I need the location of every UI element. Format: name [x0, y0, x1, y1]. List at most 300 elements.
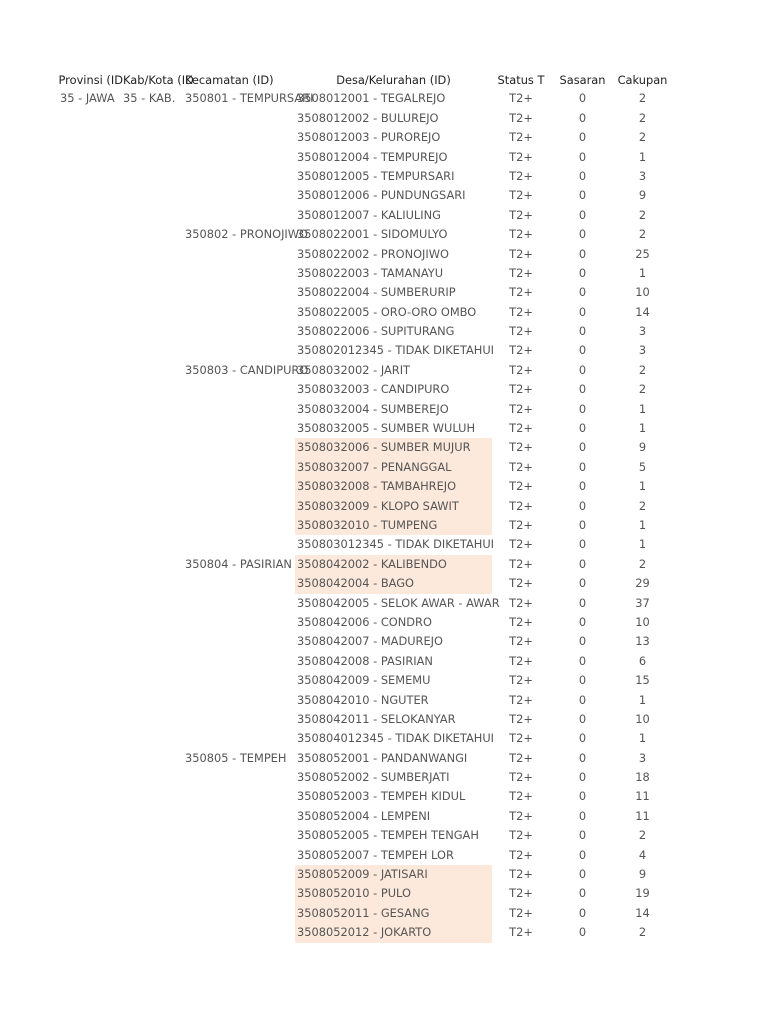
- cell-status[interactable]: T2+: [509, 595, 533, 610]
- cell-kabkota[interactable]: [123, 167, 185, 186]
- cell-provinsi[interactable]: [60, 671, 123, 690]
- cell-cakupan[interactable]: 19: [635, 886, 650, 901]
- cell-kabkota[interactable]: [123, 438, 185, 457]
- cell-kecamatan[interactable]: [185, 167, 295, 186]
- cell-kecamatan[interactable]: [185, 904, 295, 923]
- cell-sasaran[interactable]: 0: [578, 168, 587, 183]
- cell-cakupan[interactable]: 2: [638, 498, 647, 513]
- cell-status[interactable]: T2+: [509, 168, 533, 183]
- cell-provinsi[interactable]: [60, 652, 123, 671]
- cell-desa[interactable]: 3508022005 - ORO-ORO OMBO: [297, 304, 477, 319]
- cell-desa[interactable]: 3508042009 - SEMEMU: [297, 673, 431, 688]
- cell-cakupan[interactable]: 1: [638, 265, 647, 280]
- cell-kecamatan[interactable]: [185, 400, 295, 419]
- cell-desa[interactable]: 3508042008 - PASIRIAN: [297, 653, 433, 668]
- cell-kecamatan[interactable]: [185, 186, 295, 205]
- cell-status[interactable]: T2+: [509, 847, 533, 862]
- cell-provinsi[interactable]: [60, 787, 123, 806]
- cell-provinsi[interactable]: [60, 206, 123, 225]
- cell-desa[interactable]: 3508052003 - TEMPEH KIDUL: [297, 789, 466, 804]
- cell-sasaran[interactable]: 0: [578, 227, 587, 242]
- cell-sasaran[interactable]: 0: [578, 382, 587, 397]
- cell-kabkota[interactable]: [123, 128, 185, 147]
- cell-desa[interactable]: 3508032005 - SUMBER WULUH: [297, 421, 476, 436]
- cell-desa[interactable]: 3508022006 - SUPITURANG: [297, 324, 455, 339]
- cell-sasaran[interactable]: 0: [578, 556, 587, 571]
- cell-kabkota[interactable]: [123, 846, 185, 865]
- cell-kecamatan[interactable]: [185, 652, 295, 671]
- cell-kecamatan[interactable]: [185, 264, 295, 283]
- cell-desa[interactable]: 3508022003 - TAMANAYU: [297, 265, 444, 280]
- cell-desa[interactable]: 350804012345 - TIDAK DIKETAHUI: [297, 731, 495, 746]
- cell-kecamatan[interactable]: [185, 826, 295, 845]
- cell-cakupan[interactable]: 1: [638, 421, 647, 436]
- cell-status[interactable]: T2+: [509, 828, 533, 843]
- cell-desa[interactable]: 3508052005 - TEMPEH TENGAH: [297, 828, 479, 843]
- cell-status[interactable]: T2+: [509, 459, 533, 474]
- cell-kecamatan[interactable]: [185, 846, 295, 865]
- cell-status[interactable]: T2+: [509, 382, 533, 397]
- cell-provinsi[interactable]: [60, 225, 123, 244]
- cell-kabkota[interactable]: [123, 186, 185, 205]
- cell-desa[interactable]: 3508012006 - PUNDUNGSARI: [297, 188, 466, 203]
- cell-provinsi[interactable]: [60, 477, 123, 496]
- cell-desa[interactable]: 3508042002 - KALIBENDO: [295, 555, 492, 574]
- cell-kecamatan[interactable]: [185, 632, 295, 651]
- cell-cakupan[interactable]: 2: [638, 91, 647, 106]
- cell-desa[interactable]: 3508012002 - BULUREJO: [297, 110, 439, 125]
- cell-cakupan[interactable]: 2: [638, 382, 647, 397]
- header-kecamatan[interactable]: Kecamatan (ID): [185, 73, 274, 87]
- cell-sasaran[interactable]: 0: [578, 285, 587, 300]
- cell-kecamatan[interactable]: [185, 206, 295, 225]
- cell-provinsi[interactable]: 35 - JAWA: [60, 91, 115, 106]
- cell-kecamatan[interactable]: [185, 497, 295, 516]
- cell-cakupan[interactable]: 3: [638, 343, 647, 358]
- cell-status[interactable]: T2+: [509, 265, 533, 280]
- cell-cakupan[interactable]: 1: [638, 692, 647, 707]
- cell-sasaran[interactable]: 0: [578, 498, 587, 513]
- cell-sasaran[interactable]: 0: [578, 614, 587, 629]
- cell-sasaran[interactable]: 0: [578, 421, 587, 436]
- cell-kabkota[interactable]: [123, 322, 185, 341]
- cell-kecamatan[interactable]: [185, 303, 295, 322]
- header-sasaran[interactable]: Sasaran: [559, 73, 606, 87]
- cell-kecamatan[interactable]: [185, 458, 295, 477]
- cell-kecamatan[interactable]: 350801 - TEMPURSARI: [185, 91, 314, 106]
- cell-provinsi[interactable]: [60, 535, 123, 554]
- cell-cakupan[interactable]: 6: [638, 653, 647, 668]
- cell-kecamatan[interactable]: [185, 923, 295, 942]
- cell-desa[interactable]: 3508032010 - TUMPENG: [295, 516, 492, 535]
- cell-kecamatan[interactable]: [185, 768, 295, 787]
- cell-sasaran[interactable]: 0: [578, 265, 587, 280]
- cell-sasaran[interactable]: 0: [578, 110, 587, 125]
- cell-desa[interactable]: 350803012345 - TIDAK DIKETAHUI: [297, 537, 495, 552]
- cell-cakupan[interactable]: 10: [635, 285, 650, 300]
- cell-provinsi[interactable]: [60, 458, 123, 477]
- cell-cakupan[interactable]: 2: [638, 130, 647, 145]
- cell-kabkota[interactable]: [123, 904, 185, 923]
- cell-status[interactable]: T2+: [509, 498, 533, 513]
- cell-kabkota[interactable]: [123, 613, 185, 632]
- cell-kecamatan[interactable]: [185, 884, 295, 903]
- cell-desa[interactable]: 3508052012 - JOKARTO: [295, 923, 492, 942]
- cell-cakupan[interactable]: 29: [635, 576, 650, 591]
- cell-status[interactable]: T2+: [509, 304, 533, 319]
- cell-desa[interactable]: 3508032004 - SUMBEREJO: [297, 401, 449, 416]
- cell-status[interactable]: T2+: [509, 188, 533, 203]
- cell-kecamatan[interactable]: [185, 535, 295, 554]
- cell-cakupan[interactable]: 1: [638, 479, 647, 494]
- cell-provinsi[interactable]: [60, 322, 123, 341]
- cell-sasaran[interactable]: 0: [578, 324, 587, 339]
- cell-desa[interactable]: 3508022002 - PRONOJIWO: [297, 246, 450, 261]
- cell-cakupan[interactable]: 15: [635, 673, 650, 688]
- cell-desa[interactable]: 3508012007 - KALIULING: [297, 207, 441, 222]
- cell-kecamatan[interactable]: [185, 109, 295, 128]
- cell-kabkota[interactable]: [123, 245, 185, 264]
- cell-desa[interactable]: 3508032009 - KLOPO SAWIT: [295, 497, 492, 516]
- cell-kecamatan[interactable]: [185, 807, 295, 826]
- cell-status[interactable]: T2+: [509, 770, 533, 785]
- cell-sasaran[interactable]: 0: [578, 362, 587, 377]
- cell-kecamatan[interactable]: 350802 - PRONOJIWO: [185, 227, 309, 242]
- cell-kabkota[interactable]: [123, 380, 185, 399]
- cell-sasaran[interactable]: 0: [578, 828, 587, 843]
- cell-kabkota[interactable]: [123, 458, 185, 477]
- cell-status[interactable]: T2+: [509, 614, 533, 629]
- cell-sasaran[interactable]: 0: [578, 925, 587, 940]
- cell-kecamatan[interactable]: 350805 - TEMPEH: [185, 750, 287, 765]
- cell-kecamatan[interactable]: [185, 128, 295, 147]
- cell-kabkota[interactable]: [123, 225, 185, 244]
- cell-kecamatan[interactable]: [185, 729, 295, 748]
- cell-provinsi[interactable]: [60, 710, 123, 729]
- cell-kabkota[interactable]: [123, 923, 185, 942]
- cell-cakupan[interactable]: 11: [635, 789, 650, 804]
- cell-kabkota[interactable]: [123, 632, 185, 651]
- cell-provinsi[interactable]: [60, 128, 123, 147]
- cell-sasaran[interactable]: 0: [578, 517, 587, 532]
- cell-desa[interactable]: 3508032003 - CANDIPURO: [297, 382, 450, 397]
- cell-status[interactable]: T2+: [509, 246, 533, 261]
- cell-cakupan[interactable]: 10: [635, 614, 650, 629]
- cell-cakupan[interactable]: 9: [638, 440, 647, 455]
- cell-provinsi[interactable]: [60, 768, 123, 787]
- cell-sasaran[interactable]: 0: [578, 440, 587, 455]
- cell-status[interactable]: T2+: [509, 634, 533, 649]
- cell-desa[interactable]: 3508032006 - SUMBER MUJUR: [295, 438, 492, 457]
- cell-sasaran[interactable]: 0: [578, 537, 587, 552]
- cell-desa[interactable]: 3508022004 - SUMBERURIP: [297, 285, 456, 300]
- cell-cakupan[interactable]: 1: [638, 731, 647, 746]
- cell-kecamatan[interactable]: [185, 865, 295, 884]
- cell-provinsi[interactable]: [60, 574, 123, 593]
- cell-status[interactable]: T2+: [509, 576, 533, 591]
- cell-desa[interactable]: 3508032002 - JARIT: [297, 362, 411, 377]
- cell-kecamatan[interactable]: [185, 594, 295, 613]
- cell-desa[interactable]: 3508012001 - TEGALREJO: [297, 91, 446, 106]
- cell-cakupan[interactable]: 2: [638, 227, 647, 242]
- cell-sasaran[interactable]: 0: [578, 634, 587, 649]
- cell-desa[interactable]: 3508012004 - TEMPUREJO: [297, 149, 448, 164]
- cell-cakupan[interactable]: 5: [638, 459, 647, 474]
- cell-cakupan[interactable]: 2: [638, 925, 647, 940]
- cell-sasaran[interactable]: 0: [578, 130, 587, 145]
- cell-provinsi[interactable]: [60, 904, 123, 923]
- cell-kecamatan[interactable]: [185, 245, 295, 264]
- cell-provinsi[interactable]: [60, 438, 123, 457]
- cell-kabkota[interactable]: 35 - KAB.: [123, 91, 176, 106]
- cell-status[interactable]: T2+: [509, 653, 533, 668]
- cell-desa[interactable]: 3508052001 - PANDANWANGI: [297, 750, 468, 765]
- cell-desa[interactable]: 350802012345 - TIDAK DIKETAHUI: [297, 343, 495, 358]
- cell-status[interactable]: T2+: [509, 925, 533, 940]
- cell-status[interactable]: T2+: [509, 673, 533, 688]
- cell-sasaran[interactable]: 0: [578, 576, 587, 591]
- cell-cakupan[interactable]: 4: [638, 847, 647, 862]
- cell-desa[interactable]: 3508042004 - BAGO: [295, 574, 492, 593]
- cell-kabkota[interactable]: [123, 691, 185, 710]
- cell-kecamatan[interactable]: [185, 613, 295, 632]
- cell-kabkota[interactable]: [123, 206, 185, 225]
- cell-sasaran[interactable]: 0: [578, 905, 587, 920]
- cell-status[interactable]: T2+: [509, 711, 533, 726]
- cell-status[interactable]: T2+: [509, 440, 533, 455]
- cell-kecamatan[interactable]: 350803 - CANDIPURO: [185, 362, 309, 377]
- cell-provinsi[interactable]: [60, 846, 123, 865]
- cell-provinsi[interactable]: [60, 148, 123, 167]
- cell-provinsi[interactable]: [60, 497, 123, 516]
- cell-sasaran[interactable]: 0: [578, 711, 587, 726]
- cell-kabkota[interactable]: [123, 807, 185, 826]
- cell-kecamatan[interactable]: [185, 148, 295, 167]
- cell-provinsi[interactable]: [60, 264, 123, 283]
- cell-desa[interactable]: 3508052002 - SUMBERJATI: [297, 770, 450, 785]
- cell-kabkota[interactable]: [123, 341, 185, 360]
- cell-desa[interactable]: 3508042006 - CONDRO: [297, 614, 432, 629]
- cell-provinsi[interactable]: [60, 555, 123, 574]
- cell-provinsi[interactable]: [60, 341, 123, 360]
- cell-kabkota[interactable]: [123, 787, 185, 806]
- cell-cakupan[interactable]: 2: [638, 362, 647, 377]
- header-kabkota[interactable]: Kab/Kota (ID: [123, 73, 194, 87]
- cell-desa[interactable]: 3508042005 - SELOK AWAR - AWAR: [297, 595, 500, 610]
- cell-cakupan[interactable]: 25: [635, 246, 650, 261]
- cell-provinsi[interactable]: [60, 807, 123, 826]
- cell-kabkota[interactable]: [123, 535, 185, 554]
- cell-status[interactable]: T2+: [509, 324, 533, 339]
- cell-kabkota[interactable]: [123, 594, 185, 613]
- cell-status[interactable]: T2+: [509, 91, 533, 106]
- cell-cakupan[interactable]: 9: [638, 188, 647, 203]
- cell-sasaran[interactable]: 0: [578, 246, 587, 261]
- cell-kecamatan[interactable]: [185, 477, 295, 496]
- cell-cakupan[interactable]: 2: [638, 207, 647, 222]
- cell-kecamatan[interactable]: [185, 419, 295, 438]
- cell-provinsi[interactable]: [60, 109, 123, 128]
- cell-desa[interactable]: 3508042010 - NGUTER: [297, 692, 429, 707]
- cell-status[interactable]: T2+: [509, 401, 533, 416]
- cell-provinsi[interactable]: [60, 884, 123, 903]
- cell-cakupan[interactable]: 1: [638, 401, 647, 416]
- cell-desa[interactable]: 3508032008 - TAMBAHREJO: [295, 477, 492, 496]
- cell-kabkota[interactable]: [123, 264, 185, 283]
- cell-kecamatan[interactable]: [185, 322, 295, 341]
- cell-status[interactable]: T2+: [509, 362, 533, 377]
- cell-sasaran[interactable]: 0: [578, 673, 587, 688]
- cell-kecamatan[interactable]: [185, 283, 295, 302]
- cell-provinsi[interactable]: [60, 186, 123, 205]
- cell-kabkota[interactable]: [123, 884, 185, 903]
- cell-kabkota[interactable]: [123, 497, 185, 516]
- cell-provinsi[interactable]: [60, 516, 123, 535]
- cell-desa[interactable]: 3508022001 - SIDOMULYO: [297, 227, 448, 242]
- cell-sasaran[interactable]: 0: [578, 207, 587, 222]
- cell-cakupan[interactable]: 18: [635, 770, 650, 785]
- cell-status[interactable]: T2+: [509, 886, 533, 901]
- cell-desa[interactable]: 3508052007 - TEMPEH LOR: [297, 847, 454, 862]
- cell-desa[interactable]: 3508012003 - PUROREJO: [297, 130, 441, 145]
- cell-cakupan[interactable]: 3: [638, 168, 647, 183]
- cell-kecamatan[interactable]: 350804 - PASIRIAN: [185, 556, 292, 571]
- cell-desa[interactable]: 3508012005 - TEMPURSARI: [297, 168, 455, 183]
- cell-provinsi[interactable]: [60, 283, 123, 302]
- cell-desa[interactable]: 3508032007 - PENANGGAL: [295, 458, 492, 477]
- cell-kecamatan[interactable]: [185, 787, 295, 806]
- cell-cakupan[interactable]: 11: [635, 808, 650, 823]
- cell-sasaran[interactable]: 0: [578, 653, 587, 668]
- cell-provinsi[interactable]: [60, 594, 123, 613]
- cell-status[interactable]: T2+: [509, 867, 533, 882]
- cell-kabkota[interactable]: [123, 574, 185, 593]
- cell-status[interactable]: T2+: [509, 517, 533, 532]
- cell-provinsi[interactable]: [60, 245, 123, 264]
- cell-status[interactable]: T2+: [509, 110, 533, 125]
- cell-sasaran[interactable]: 0: [578, 770, 587, 785]
- cell-kabkota[interactable]: [123, 361, 185, 380]
- cell-status[interactable]: T2+: [509, 750, 533, 765]
- cell-kabkota[interactable]: [123, 671, 185, 690]
- header-cakupan[interactable]: Cakupan: [617, 73, 668, 87]
- cell-sasaran[interactable]: 0: [578, 149, 587, 164]
- cell-kecamatan[interactable]: [185, 574, 295, 593]
- cell-cakupan[interactable]: 10: [635, 711, 650, 726]
- cell-status[interactable]: T2+: [509, 808, 533, 823]
- cell-desa[interactable]: 3508042011 - SELOKANYAR: [297, 711, 456, 726]
- cell-kabkota[interactable]: [123, 477, 185, 496]
- cell-cakupan[interactable]: 1: [638, 517, 647, 532]
- cell-status[interactable]: T2+: [509, 227, 533, 242]
- cell-status[interactable]: T2+: [509, 285, 533, 300]
- cell-desa[interactable]: 3508052009 - JATISARI: [295, 865, 492, 884]
- header-desa[interactable]: Desa/Kelurahan (ID): [336, 73, 451, 87]
- cell-sasaran[interactable]: 0: [578, 595, 587, 610]
- cell-cakupan[interactable]: 2: [638, 110, 647, 125]
- cell-sasaran[interactable]: 0: [578, 808, 587, 823]
- cell-kecamatan[interactable]: [185, 341, 295, 360]
- cell-sasaran[interactable]: 0: [578, 188, 587, 203]
- cell-sasaran[interactable]: 0: [578, 847, 587, 862]
- cell-kabkota[interactable]: [123, 148, 185, 167]
- header-status[interactable]: Status T: [497, 73, 545, 87]
- cell-provinsi[interactable]: [60, 167, 123, 186]
- cell-kecamatan[interactable]: [185, 516, 295, 535]
- cell-kabkota[interactable]: [123, 729, 185, 748]
- cell-kabkota[interactable]: [123, 749, 185, 768]
- cell-kecamatan[interactable]: [185, 380, 295, 399]
- cell-provinsi[interactable]: [60, 380, 123, 399]
- cell-cakupan[interactable]: 2: [638, 556, 647, 571]
- cell-kabkota[interactable]: [123, 400, 185, 419]
- cell-status[interactable]: T2+: [509, 149, 533, 164]
- cell-kabkota[interactable]: [123, 826, 185, 845]
- cell-cakupan[interactable]: 9: [638, 867, 647, 882]
- cell-provinsi[interactable]: [60, 632, 123, 651]
- cell-provinsi[interactable]: [60, 826, 123, 845]
- cell-status[interactable]: T2+: [509, 130, 533, 145]
- cell-cakupan[interactable]: 3: [638, 324, 647, 339]
- cell-sasaran[interactable]: 0: [578, 91, 587, 106]
- cell-provinsi[interactable]: [60, 865, 123, 884]
- cell-status[interactable]: T2+: [509, 789, 533, 804]
- cell-kecamatan[interactable]: [185, 671, 295, 690]
- cell-provinsi[interactable]: [60, 400, 123, 419]
- cell-status[interactable]: T2+: [509, 692, 533, 707]
- cell-provinsi[interactable]: [60, 923, 123, 942]
- cell-kecamatan[interactable]: [185, 710, 295, 729]
- cell-status[interactable]: T2+: [509, 537, 533, 552]
- cell-kabkota[interactable]: [123, 768, 185, 787]
- cell-status[interactable]: T2+: [509, 421, 533, 436]
- cell-sasaran[interactable]: 0: [578, 459, 587, 474]
- cell-status[interactable]: T2+: [509, 731, 533, 746]
- cell-provinsi[interactable]: [60, 303, 123, 322]
- cell-provinsi[interactable]: [60, 729, 123, 748]
- cell-kecamatan[interactable]: [185, 438, 295, 457]
- cell-provinsi[interactable]: [60, 361, 123, 380]
- cell-provinsi[interactable]: [60, 749, 123, 768]
- cell-status[interactable]: T2+: [509, 343, 533, 358]
- cell-provinsi[interactable]: [60, 419, 123, 438]
- cell-status[interactable]: T2+: [509, 207, 533, 222]
- cell-cakupan[interactable]: 37: [635, 595, 650, 610]
- cell-provinsi[interactable]: [60, 613, 123, 632]
- cell-sasaran[interactable]: 0: [578, 750, 587, 765]
- cell-status[interactable]: T2+: [509, 479, 533, 494]
- cell-sasaran[interactable]: 0: [578, 479, 587, 494]
- cell-sasaran[interactable]: 0: [578, 789, 587, 804]
- cell-sasaran[interactable]: 0: [578, 304, 587, 319]
- cell-cakupan[interactable]: 13: [635, 634, 650, 649]
- cell-kabkota[interactable]: [123, 710, 185, 729]
- cell-sasaran[interactable]: 0: [578, 692, 587, 707]
- cell-kabkota[interactable]: [123, 109, 185, 128]
- cell-desa[interactable]: 3508052010 - PULO: [295, 884, 492, 903]
- cell-desa[interactable]: 3508052004 - LEMPENI: [297, 808, 431, 823]
- cell-kabkota[interactable]: [123, 516, 185, 535]
- cell-desa[interactable]: 3508052011 - GESANG: [295, 904, 492, 923]
- cell-cakupan[interactable]: 1: [638, 537, 647, 552]
- header-provinsi[interactable]: Provinsi (ID: [58, 73, 123, 87]
- cell-cakupan[interactable]: 3: [638, 750, 647, 765]
- cell-kabkota[interactable]: [123, 865, 185, 884]
- cell-kabkota[interactable]: [123, 283, 185, 302]
- cell-cakupan[interactable]: 14: [635, 304, 650, 319]
- cell-cakupan[interactable]: 1: [638, 149, 647, 164]
- cell-kabkota[interactable]: [123, 303, 185, 322]
